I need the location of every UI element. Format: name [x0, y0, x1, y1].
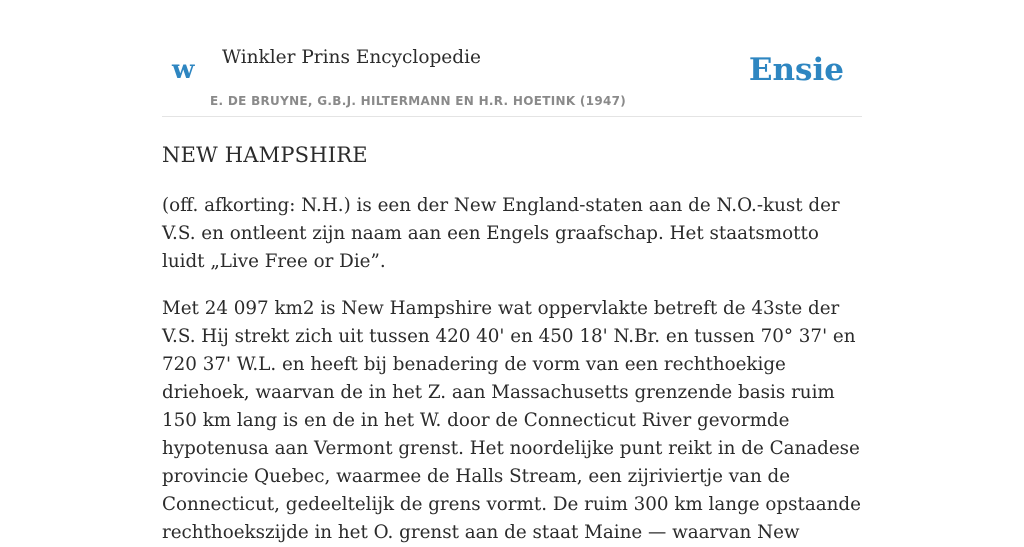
brand-logo[interactable]: Ensie	[748, 52, 844, 88]
site-header	[162, 0, 862, 117]
article	[162, 140, 862, 547]
authors-line: E. DE BRUYNE, G.B.J. HILTERMANN EN H.R. HOETINK (1947)	[210, 94, 627, 108]
article-paragraph: (off. afkorting: N.H.) is een der New England-staten aan de N.O.-kust der V.S. en ontleent zijn naam aan een Engels graafschap. Het staatsmotto luidt „Live Free or Die”.	[162, 195, 840, 272]
logo-icon[interactable]: w	[172, 55, 195, 85]
site-title[interactable]: Winkler Prins Encyclopedie	[222, 47, 481, 68]
article-title: NEW HAMPSHIRE	[162, 143, 368, 167]
article-paragraph: Met 24 097 km2 is New Hampshire wat oppervlakte betreft de 43ste der V.S. Hij strekt zich uit tussen 420 40' en 450 18' N.Br. en tussen 70° 37' en 720 37' W.L. en heeft bij benadering de vorm van een rechthoekige driehoek, waarvan de in het Z. aan Massachusetts grenzende basis ruim 150 km lang is en de in het W. door de Connecticut River gevormde hypotenusa aan Vermont grenst. Het noordelijke punt reikt in de Canadese provincie Quebec, waarmee de Halls Stream, een zijriviertje van de Connecticut, gedeeltelijk de grens vormt. De ruim 300 km lange opstaande rechthoekszijde in het O. grenst aan de staat Maine — waarvan New	[162, 298, 861, 543]
